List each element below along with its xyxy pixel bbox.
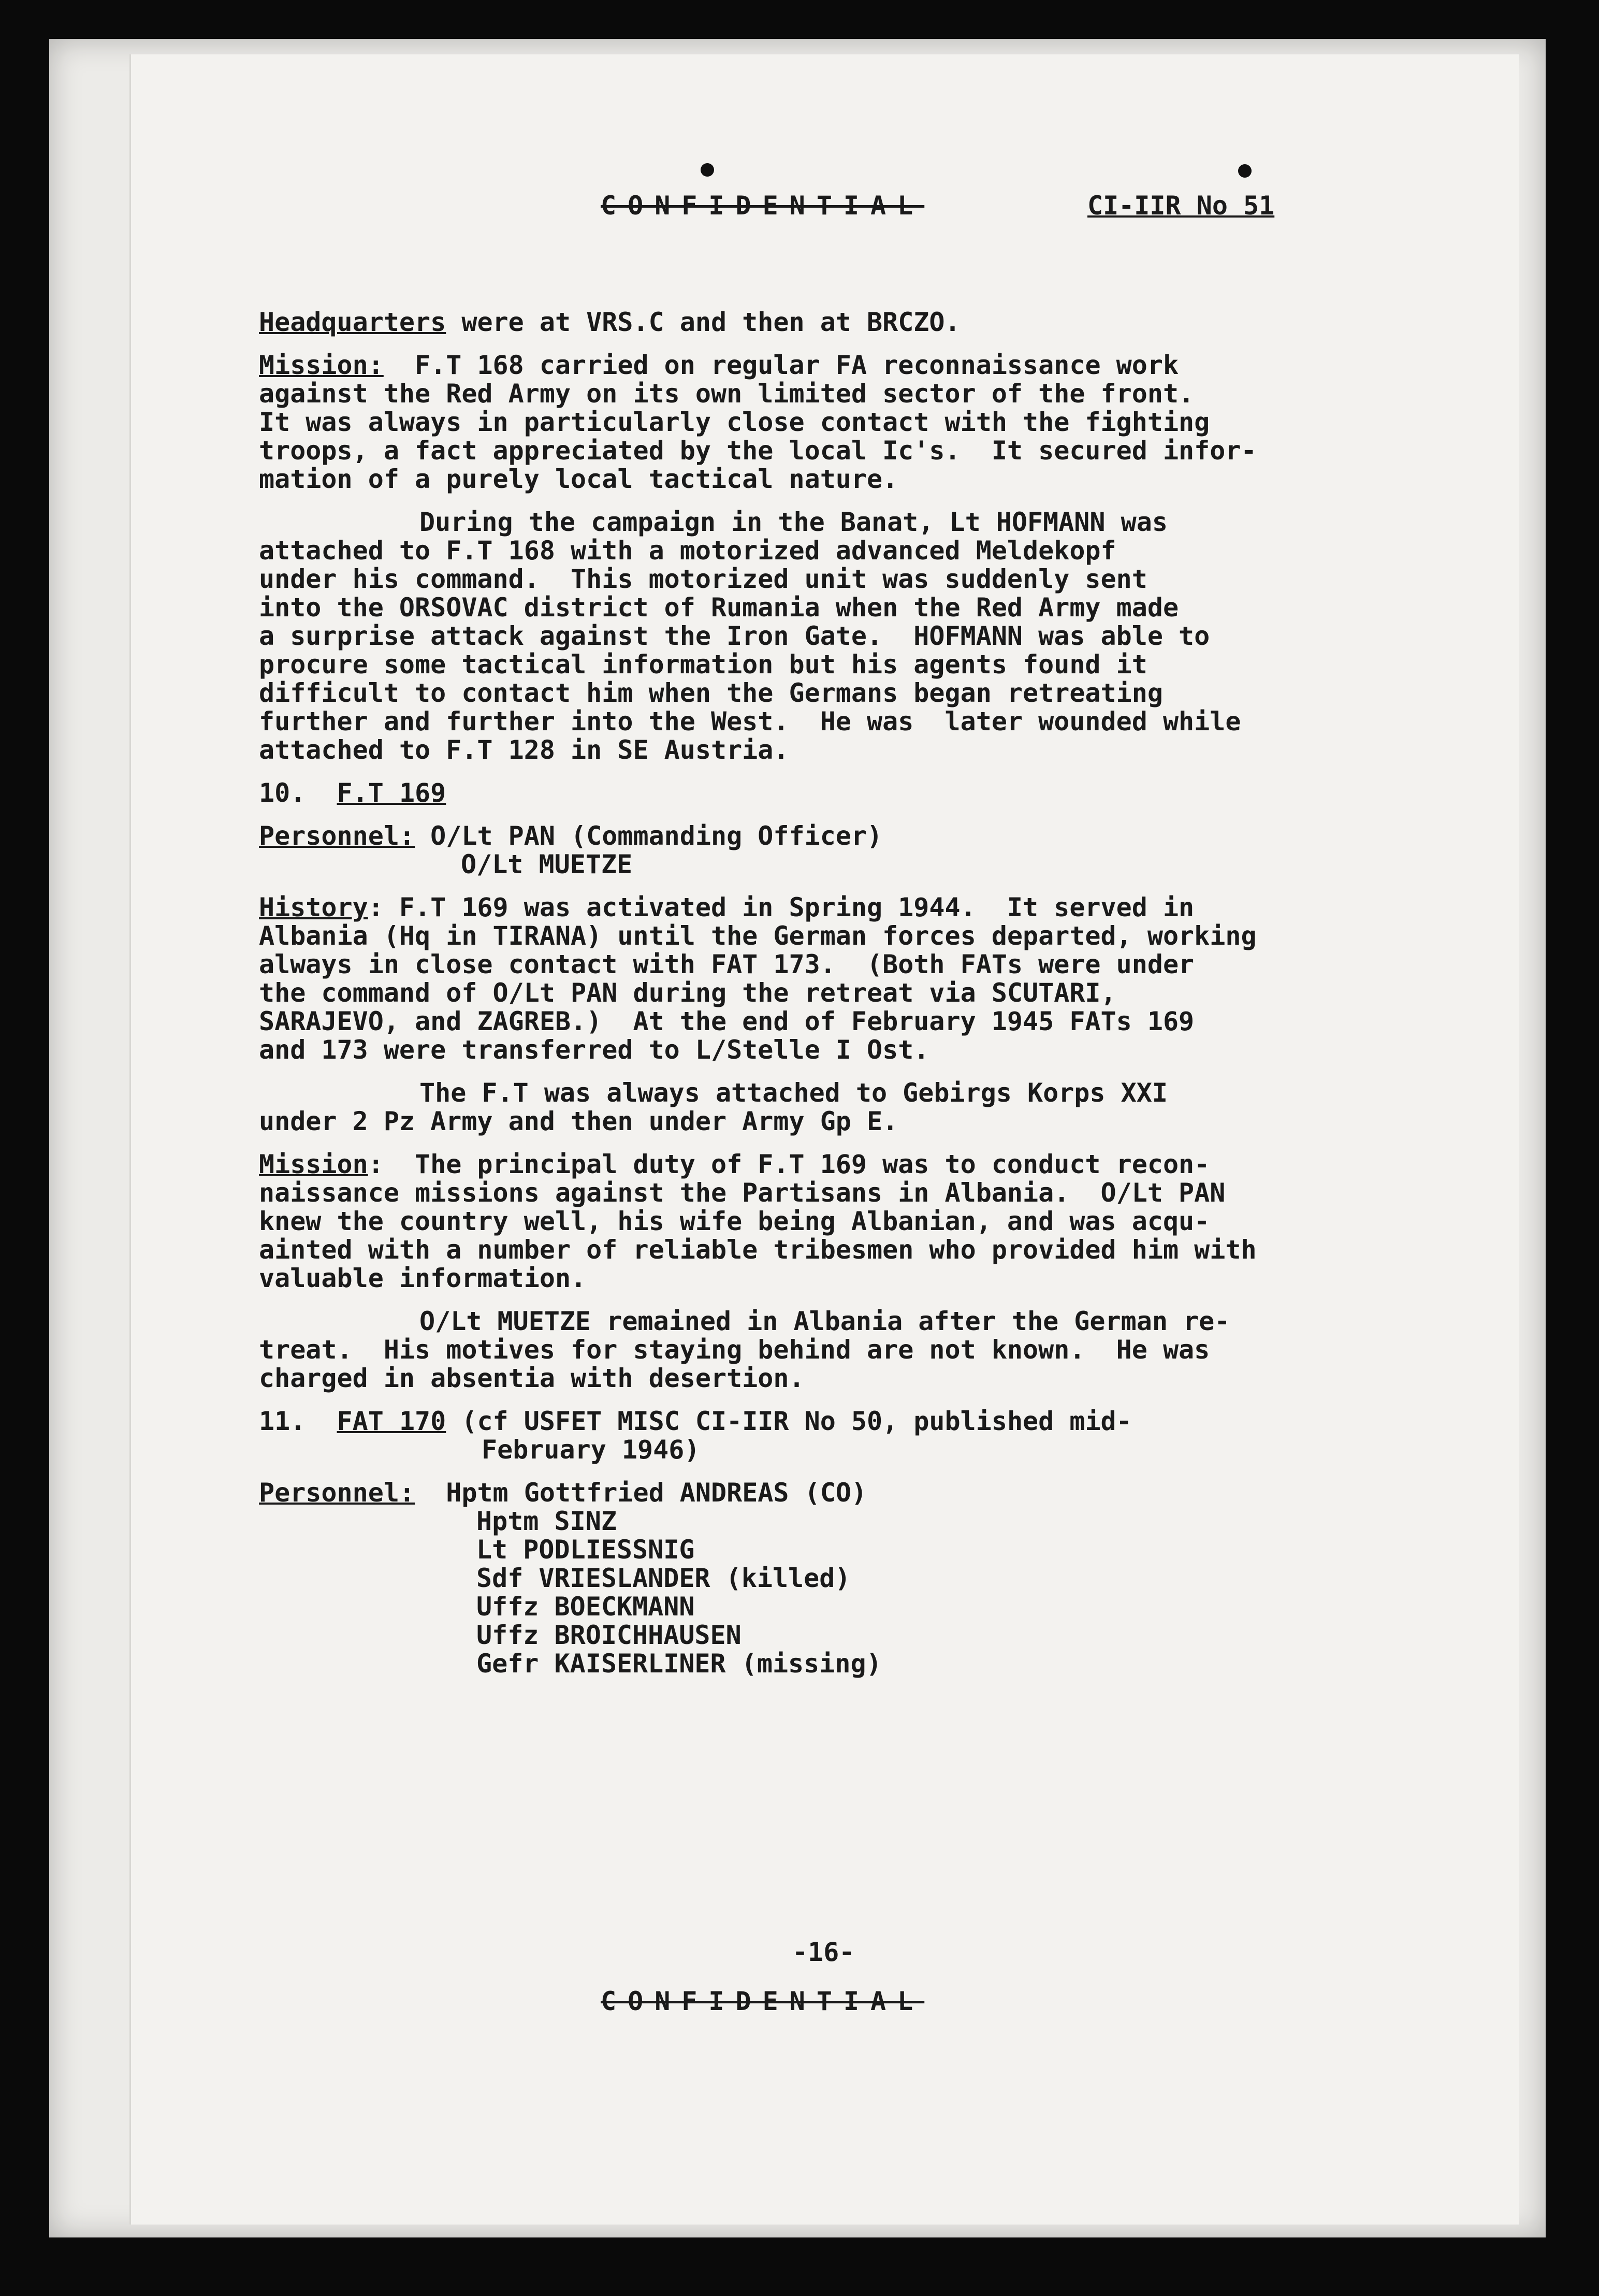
- document-header: [259, 192, 1398, 223]
- headquarters-label: Headquarters: [259, 307, 446, 337]
- personnel-entry: Uffz BOECKMANN: [476, 1592, 695, 1622]
- mission-line: naissance missions against the Partisans in Albania. O/Lt PAN: [259, 1178, 1226, 1208]
- page-number: -16-: [792, 1937, 855, 1967]
- paragraph-line: further and further into the West. He was later wounded while: [259, 706, 1241, 737]
- mission-line: It was always in particularly close contact with the fighting: [259, 407, 1210, 437]
- section-title: FAT 170: [337, 1406, 446, 1436]
- paragraph-line: treat. His motives for staying behind are not known. He was: [259, 1335, 1210, 1365]
- paragraph-line: into the ORSOVAC district of Rumania when the Red Army made: [259, 593, 1179, 623]
- personnel-entry: Uffz BROICHHAUSEN: [476, 1620, 742, 1650]
- headquarters-line: [259, 308, 1398, 337]
- history-label: History: [259, 892, 368, 922]
- personnel-entry: O/Lt PAN (Commanding Officer): [430, 821, 883, 851]
- history-line: Albania (Hq in TIRANA) until the German forces departed, working: [259, 921, 1257, 951]
- classification-header: CONFIDENTIAL: [601, 191, 925, 221]
- fat168-mission: [259, 351, 1398, 494]
- personnel-entry: Hptm Gottfried ANDREAS (CO): [446, 1478, 867, 1508]
- paragraph-line: procure some tactical information but his agents found it: [259, 649, 1147, 680]
- mission-line: F.T 168 carried on regular FA reconnaissance work: [383, 350, 1179, 380]
- paragraph-line: charged in absentia with desertion.: [259, 1363, 805, 1393]
- section-title-suffix: (cf USFET MISC CI-IIR No 50, published mid-: [446, 1406, 1132, 1436]
- fat170-personnel: [259, 1479, 1398, 1678]
- history-line: SARAJEVO, and ZAGREB.) At the end of February 1945 FATs 169: [259, 1006, 1195, 1036]
- history-line: always in close contact with FAT 173. (Both FATs were under: [259, 949, 1195, 979]
- section-heading-fat169: [259, 779, 1398, 807]
- paragraph-line: under 2 Pz Army and then under Army Gp E.: [259, 1106, 898, 1136]
- paragraph-line: attached to F.T 168 with a motorized advanced Meldekopf: [259, 536, 1116, 566]
- punch-hole-right: [1238, 164, 1252, 178]
- document-body: [259, 192, 1398, 1678]
- personnel-entry: Lt PODLIESSNIG: [476, 1535, 695, 1565]
- personnel-entry: O/Lt MUETZE: [461, 849, 633, 879]
- mission-line: mation of a purely local tactical nature.: [259, 464, 898, 494]
- headquarters-text: were at VRS.C and then at BRCZO.: [446, 307, 961, 337]
- section-heading-fat170: [259, 1407, 1398, 1464]
- personnel-entry: Gefr KAISERLINER (missing): [476, 1649, 882, 1679]
- paragraph-line: During the campaign in the Banat, Lt HOFMANN was: [419, 507, 1168, 537]
- fat168-campaign-paragraph: [259, 508, 1398, 764]
- fat169-mission: [259, 1150, 1398, 1293]
- personnel-entry: Hptm SINZ: [476, 1506, 617, 1536]
- paragraph-line: attached to F.T 128 in SE Austria.: [259, 735, 789, 765]
- mission-line: valuable information.: [259, 1263, 587, 1293]
- paragraph-line: under his command. This motorized unit was suddenly sent: [259, 564, 1147, 594]
- report-reference: CI-IIR No 51: [1087, 191, 1275, 221]
- mission-line: : The principal duty of F.T 169 was to conduct recon-: [368, 1149, 1210, 1179]
- section-title-continuation: February 1946): [482, 1435, 700, 1465]
- section-number: 10.: [259, 778, 306, 808]
- fat169-attachment: [259, 1079, 1398, 1136]
- paragraph-line: The F.T was always attached to Gebirgs Korps XXI: [419, 1078, 1168, 1108]
- section-number: 11.: [259, 1406, 306, 1436]
- paragraph-line: difficult to contact him when the Germans began retreating: [259, 678, 1163, 708]
- personnel-label: Personnel:: [259, 821, 415, 851]
- punch-hole-left: [701, 163, 714, 177]
- classification-footer: CONFIDENTIAL: [601, 1986, 925, 2016]
- fat169-muetze-paragraph: [259, 1307, 1398, 1393]
- mission-label: Mission:: [259, 350, 384, 380]
- paragraph-line: a surprise attack against the Iron Gate. HOFMANN was able to: [259, 621, 1210, 651]
- mission-line: ainted with a number of reliable tribesmen who provided him with: [259, 1235, 1257, 1265]
- history-line: : F.T 169 was activated in Spring 1944. It served in: [368, 892, 1195, 922]
- mission-line: troops, a fact appreciated by the local Ic's. It secured infor-: [259, 436, 1257, 466]
- fat169-history: [259, 893, 1398, 1064]
- mission-label: Mission: [259, 1149, 368, 1179]
- history-line: the command of O/Lt PAN during the retreat via SCUTARI,: [259, 978, 1116, 1008]
- fat169-personnel: [259, 822, 1398, 879]
- history-line: and 173 were transferred to L/Stelle I Ost.: [259, 1035, 929, 1065]
- personnel-label: Personnel:: [259, 1478, 415, 1508]
- mission-line: knew the country well, his wife being Albanian, and was acqu-: [259, 1206, 1210, 1236]
- section-title: F.T 169: [337, 778, 446, 808]
- paragraph-line: O/Lt MUETZE remained in Albania after the German re-: [419, 1306, 1230, 1336]
- mission-line: against the Red Army on its own limited sector of the front.: [259, 379, 1195, 409]
- personnel-entry: Sdf VRIESLANDER (killed): [476, 1563, 851, 1593]
